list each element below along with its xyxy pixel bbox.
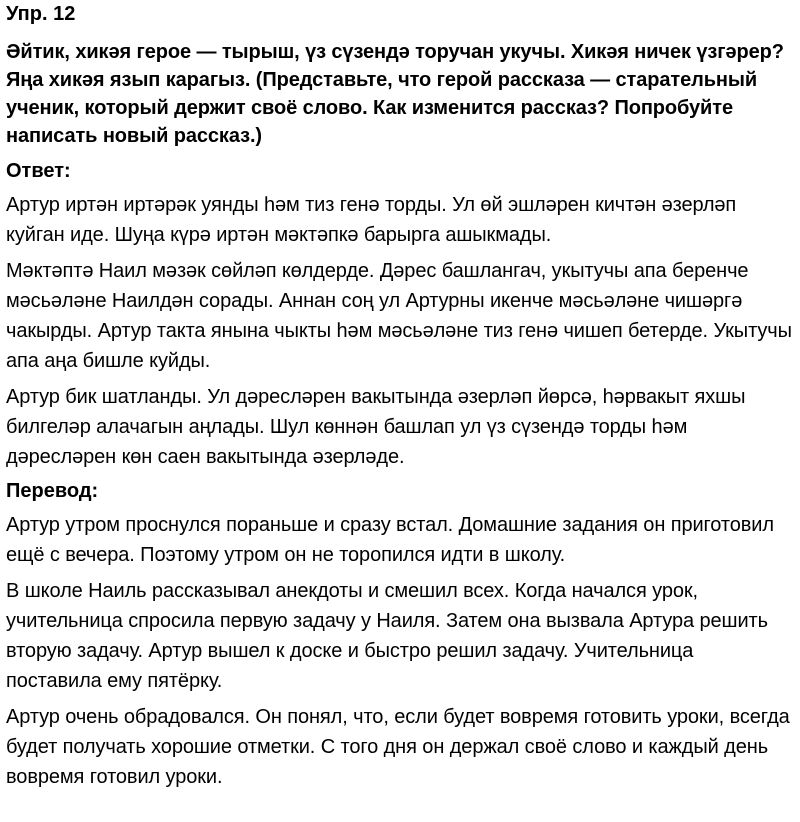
exercise-title: Упр. 12 [6,3,76,25]
answer-section [6,158,792,472]
translation-heading: Перевод: [6,480,99,502]
document-page [0,2,800,792]
translation-paragraph: Артур утром проснулся пораньше и сразу встал. Домашние задания он приготовил ещё с вечера. Поэтому утром он не торопился идти в школу. [6,514,774,566]
translation-paragraph: В школе Наиль рассказывал анекдоты и смешил всех. Когда начался урок, учительница спросила первую задачу у Наиля. Затем она вызвала Артура решить вторую задачу. Артур вышел к доске и быстро решил задачу. Учительница поставила ему пятёрку. [6,580,768,692]
answer-heading: Ответ: [6,160,71,182]
answer-paragraph: Артур бик шатланды. Ул дәресләрен вакытында әзерләп йөрсә, һәрвакыт яхшы билгеләр алачагын аңлады. Шул көннән башлап ул үз сүзендә торды һәм дәресләрен көн саен вакытында әзерләде. [6,386,746,468]
translation-section [6,478,792,792]
answer-paragraph: Артур иртән иртәрәк уянды һәм тиз генә торды. Ул өй эшләрен кичтән әзерләп куйган иде. Шуңа күрә иртән мәктәпкә барырга ашыкмады. [6,194,737,246]
answer-paragraph: Мәктәптә Наил мәзәк сөйләп көлдерде. Дәрес башлангач, укытучы апа беренче мәсьәләне Наилдән сорады. Аннан соң ул Артурны икенче мәсьәләне чишәргә чакырды. Артур такта янына чыкты һәм мәсьәләне тиз генә чишеп бетерде. Укытучы апа аңа бишле куйды. [6,260,792,372]
exercise-task: Әйтик, хикәя герое — тырыш, үз сүзендә торучан укучы. Хикәя ничек үзгәрер? Яңа хикәя язып карагыз. (Представьте, что герой рассказа — старательный ученик, который держит своё слово. Как изменится рассказ? Попробуйте написать новый рассказ.) [6,41,784,147]
translation-paragraph: Артур очень обрадовался. Он понял, что, если будет вовремя готовить уроки, всегда будет получать хорошие отметки. С того дня он держал своё слово и каждый день вовремя готовил уроки. [6,706,790,788]
